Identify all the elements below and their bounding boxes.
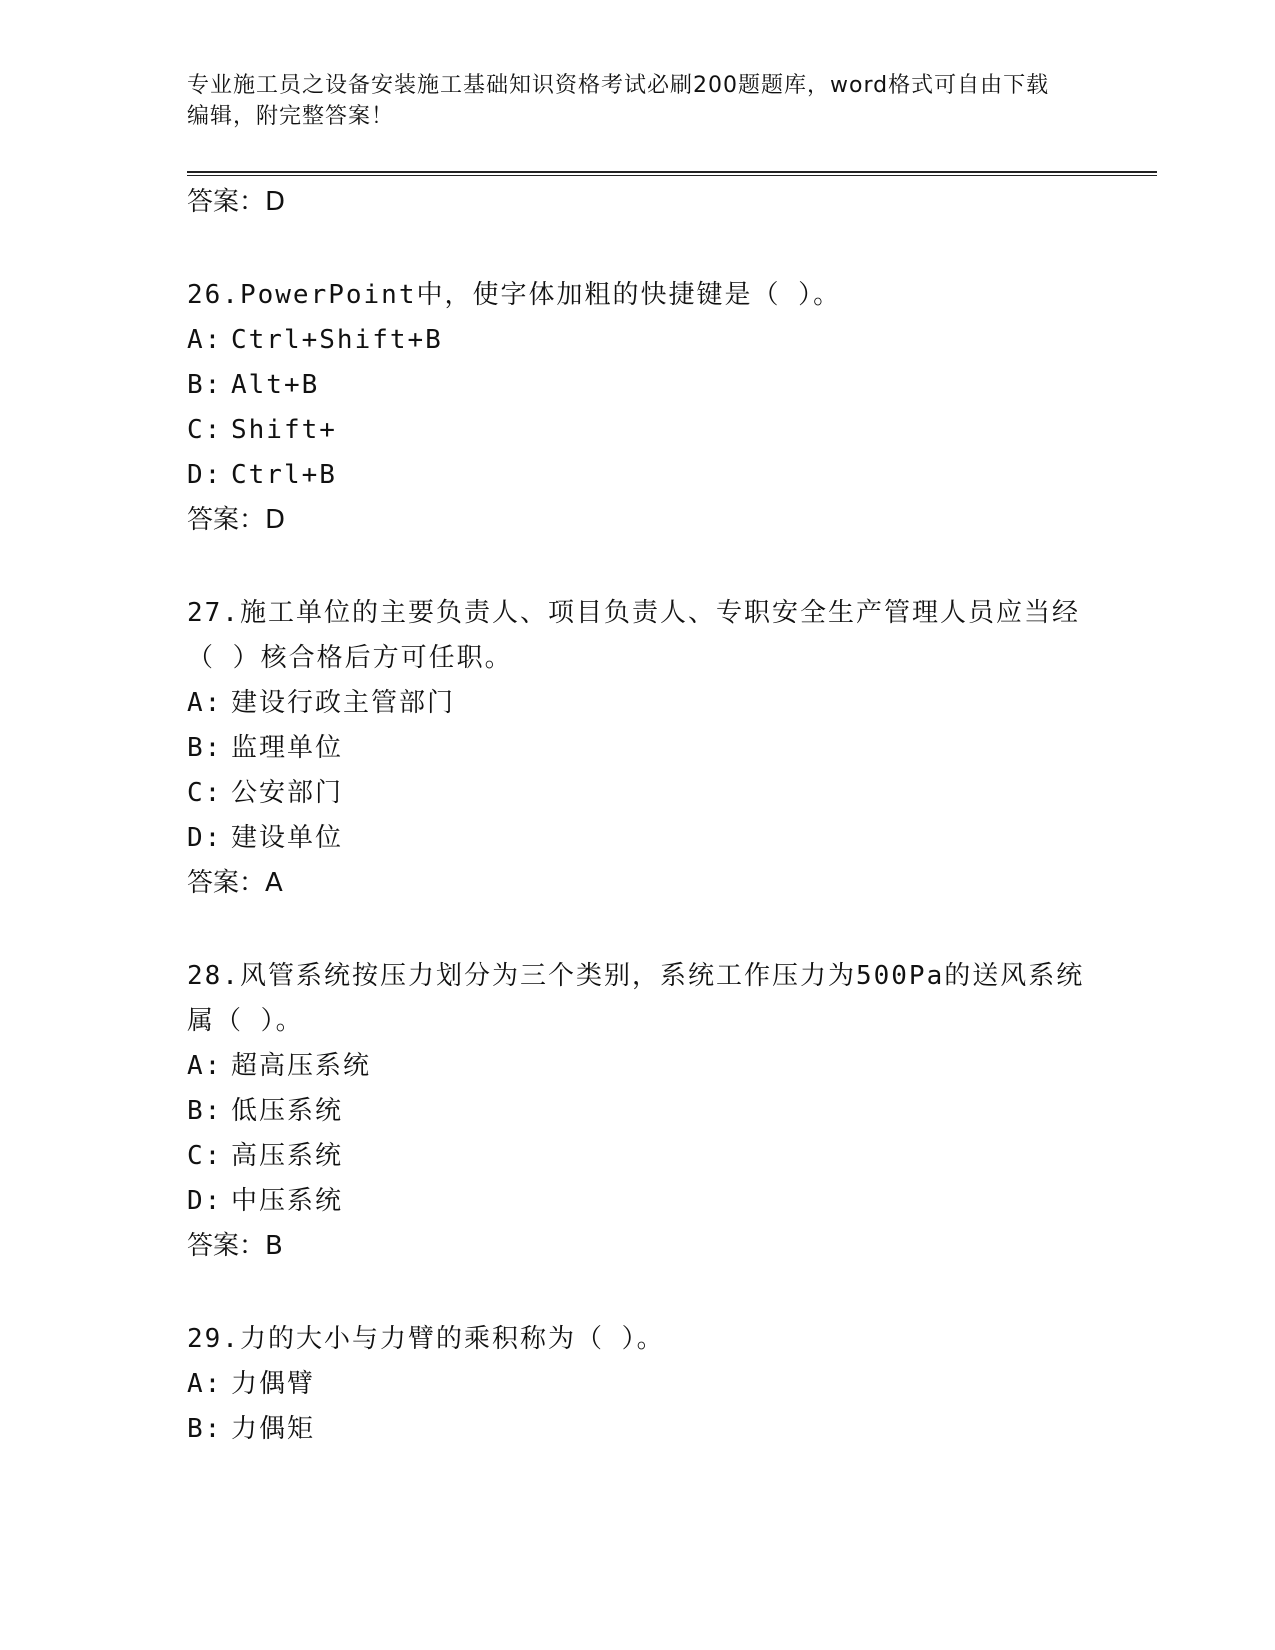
option-b (187, 363, 1157, 408)
option-a (187, 1044, 1157, 1089)
option-text: 公安部门 (231, 778, 344, 808)
option-d (187, 453, 1157, 498)
option-letter: D: (187, 460, 223, 490)
question-29 (187, 1317, 1157, 1452)
option-letter: D: (187, 823, 223, 853)
question-stem: 28.风管系统按压力划分为三个类别，系统工作压力为500Pa的送风系统属（ ）。 (187, 961, 1085, 1036)
option-letter: B: (187, 370, 223, 400)
answer-27: 答案：A (187, 868, 283, 898)
option-text: Alt+B (231, 370, 320, 400)
document-page (187, 70, 1157, 1452)
option-c (187, 1134, 1157, 1179)
option-letter: A: (187, 688, 223, 718)
question-stem: 26.PowerPoint中，使字体加粗的快捷键是（ ）。 (187, 280, 842, 310)
option-a (187, 318, 1157, 363)
answer-26: 答案：D (187, 505, 286, 535)
option-letter: B: (187, 733, 223, 763)
option-a (187, 1362, 1157, 1407)
option-text: 建设单位 (231, 823, 344, 853)
option-text: Ctrl+B (231, 460, 337, 490)
option-a (187, 681, 1157, 726)
option-text: 力偶矩 (231, 1414, 316, 1444)
option-letter: C: (187, 778, 223, 808)
option-letter: A: (187, 325, 223, 355)
option-letter: C: (187, 415, 223, 445)
option-letter: B: (187, 1096, 223, 1126)
option-b (187, 1407, 1157, 1452)
answer-28: 答案：B (187, 1231, 283, 1261)
answer-25: 答案：D (187, 187, 286, 217)
question-stem: 27.施工单位的主要负责人、项目负责人、专职安全生产管理人员应当经（ ）核合格后方可任职。 (187, 598, 1080, 673)
option-text: Shift+ (231, 415, 337, 445)
option-text: 建设行政主管部门 (231, 688, 456, 718)
option-text: 超高压系统 (231, 1051, 372, 1081)
option-letter: B: (187, 1414, 223, 1444)
option-letter: C: (187, 1141, 223, 1171)
option-letter: A: (187, 1369, 223, 1399)
option-b (187, 1089, 1157, 1134)
option-c (187, 771, 1157, 816)
option-letter: A: (187, 1051, 223, 1081)
option-text: 中压系统 (231, 1186, 344, 1216)
option-text: 高压系统 (231, 1141, 344, 1171)
header-divider (187, 171, 1157, 176)
option-text: 低压系统 (231, 1096, 344, 1126)
document-header: 专业施工员之设备安装施工基础知识资格考试必刷200题题库，word格式可自由下载编辑，附完整答案！ (187, 73, 1050, 129)
option-text: 力偶臂 (231, 1369, 316, 1399)
option-d (187, 1179, 1157, 1224)
option-b (187, 726, 1157, 771)
question-27 (187, 591, 1157, 906)
option-d (187, 816, 1157, 861)
question-stem: 29.力的大小与力臂的乘积称为（ ）。 (187, 1324, 665, 1354)
option-text: Ctrl+Shift+B (231, 325, 443, 355)
question-28 (187, 954, 1157, 1269)
option-c (187, 408, 1157, 453)
option-letter: D: (187, 1186, 223, 1216)
option-text: 监理单位 (231, 733, 344, 763)
question-26 (187, 273, 1157, 543)
